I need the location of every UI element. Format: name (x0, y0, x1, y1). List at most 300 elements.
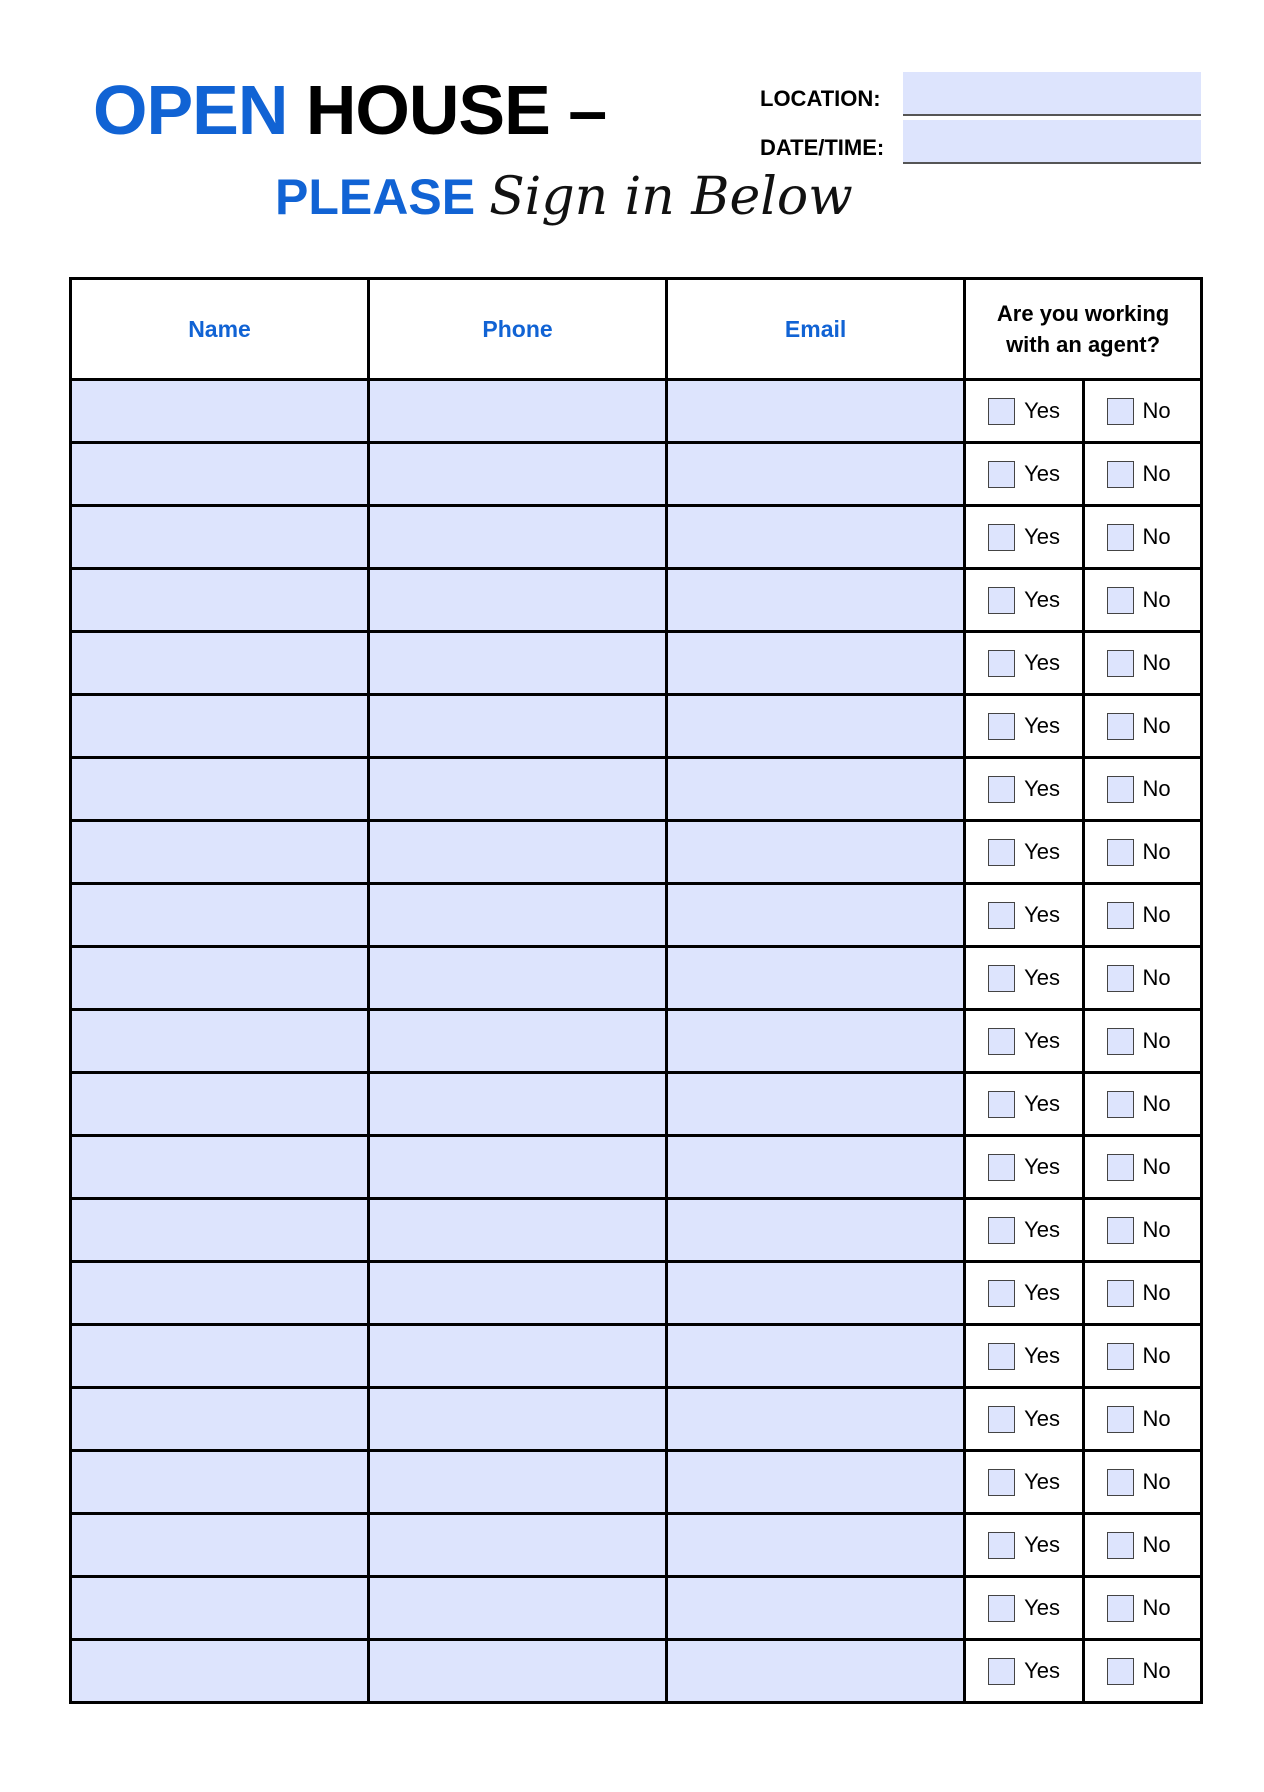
no-option-cell (1083, 695, 1201, 758)
name-input[interactable] (72, 571, 367, 629)
phone-input[interactable] (370, 886, 665, 944)
no-label: No (1142, 587, 1171, 612)
email-cell (667, 1262, 965, 1325)
yes-checkbox[interactable] (988, 587, 1015, 614)
page-title (93, 66, 606, 154)
email-cell (667, 506, 965, 569)
yes-option[interactable] (966, 461, 1081, 488)
no-label: No (1142, 965, 1171, 990)
no-checkbox[interactable] (1107, 713, 1134, 740)
email-input[interactable] (668, 1201, 963, 1259)
phone-cell (369, 821, 667, 884)
phone-cell (369, 380, 667, 443)
no-option[interactable] (1085, 965, 1200, 992)
name-input[interactable] (72, 382, 367, 440)
email-input[interactable] (668, 1138, 963, 1196)
phone-input[interactable] (370, 1453, 665, 1511)
no-option-cell (1083, 758, 1201, 821)
phone-cell (369, 1640, 667, 1703)
email-input[interactable] (668, 760, 963, 818)
phone-cell (369, 947, 667, 1010)
no-option-cell (1083, 1640, 1201, 1703)
yes-checkbox[interactable] (988, 1280, 1015, 1307)
phone-input[interactable] (370, 1138, 665, 1196)
yes-option[interactable] (966, 1028, 1081, 1055)
phone-cell (369, 695, 667, 758)
email-input[interactable] (668, 949, 963, 1007)
no-label: No (1142, 902, 1171, 927)
location-field[interactable] (903, 72, 1201, 116)
no-option[interactable] (1085, 1532, 1200, 1559)
name-cell (71, 695, 369, 758)
name-input[interactable] (72, 634, 367, 692)
yes-option-cell (965, 569, 1083, 632)
no-checkbox[interactable] (1107, 1595, 1134, 1622)
yes-label: Yes (1024, 713, 1061, 738)
name-cell (71, 1577, 369, 1640)
name-cell (71, 1136, 369, 1199)
signin-table (69, 277, 1203, 1704)
yes-option[interactable] (966, 1217, 1081, 1244)
no-option-cell (1083, 380, 1201, 443)
name-input[interactable] (72, 1201, 367, 1259)
name-cell (71, 380, 369, 443)
email-input[interactable] (668, 1390, 963, 1448)
email-input[interactable] (668, 1264, 963, 1322)
no-option-cell (1083, 506, 1201, 569)
no-label: No (1142, 1469, 1171, 1494)
yes-option[interactable] (966, 398, 1081, 425)
header-name-label: Name (188, 315, 251, 342)
yes-option-cell (965, 1199, 1083, 1262)
phone-input[interactable] (370, 382, 665, 440)
header-phone-label: Phone (482, 315, 553, 342)
no-option[interactable] (1085, 839, 1200, 866)
no-checkbox[interactable] (1107, 776, 1134, 803)
yes-option[interactable] (966, 1154, 1081, 1181)
phone-input[interactable] (370, 634, 665, 692)
subtitle-word-please: PLEASE (275, 169, 476, 225)
phone-cell (369, 569, 667, 632)
table-row (71, 1451, 1202, 1514)
no-checkbox[interactable] (1107, 839, 1134, 866)
yes-option-cell (965, 1451, 1083, 1514)
name-cell (71, 1073, 369, 1136)
name-input[interactable] (72, 823, 367, 881)
name-cell (71, 1514, 369, 1577)
yes-option-cell (965, 821, 1083, 884)
phone-cell (369, 1325, 667, 1388)
yes-checkbox[interactable] (988, 1343, 1015, 1370)
table-row (71, 1262, 1202, 1325)
no-checkbox[interactable] (1107, 1280, 1134, 1307)
name-cell (71, 1262, 369, 1325)
yes-option-cell (965, 443, 1083, 506)
no-option-cell (1083, 1388, 1201, 1451)
name-cell (71, 1325, 369, 1388)
yes-label: Yes (1024, 1091, 1061, 1116)
name-cell (71, 443, 369, 506)
yes-option[interactable] (966, 1595, 1081, 1622)
no-checkbox[interactable] (1107, 1217, 1134, 1244)
phone-cell (369, 1451, 667, 1514)
no-option-cell (1083, 1073, 1201, 1136)
email-input[interactable] (668, 886, 963, 944)
email-input[interactable] (668, 1453, 963, 1511)
email-input[interactable] (668, 634, 963, 692)
no-checkbox[interactable] (1107, 587, 1134, 614)
location-label: LOCATION: (760, 86, 881, 111)
yes-option-cell (965, 632, 1083, 695)
name-cell (71, 1199, 369, 1262)
name-input[interactable] (72, 949, 367, 1007)
yes-label: Yes (1024, 461, 1061, 486)
phone-input[interactable] (370, 1327, 665, 1385)
name-cell (71, 1388, 369, 1451)
yes-option[interactable] (966, 839, 1081, 866)
yes-checkbox[interactable] (988, 1595, 1015, 1622)
no-option[interactable] (1085, 1154, 1200, 1181)
no-option-cell (1083, 569, 1201, 632)
yes-label: Yes (1024, 965, 1061, 990)
phone-input[interactable] (370, 760, 665, 818)
yes-label: Yes (1024, 650, 1061, 675)
email-cell (667, 1640, 965, 1703)
phone-input[interactable] (370, 949, 665, 1007)
no-checkbox[interactable] (1107, 1532, 1134, 1559)
name-cell (71, 884, 369, 947)
yes-label: Yes (1024, 1217, 1061, 1242)
header-phone (369, 279, 667, 380)
phone-input[interactable] (370, 1075, 665, 1133)
yes-option-cell (965, 1577, 1083, 1640)
yes-option-cell (965, 1262, 1083, 1325)
phone-input[interactable] (370, 1516, 665, 1574)
name-cell (71, 1640, 369, 1703)
email-input[interactable] (668, 1012, 963, 1070)
yes-checkbox[interactable] (988, 776, 1015, 803)
phone-input[interactable] (370, 508, 665, 566)
phone-cell (369, 1136, 667, 1199)
no-checkbox[interactable] (1107, 1406, 1134, 1433)
no-option-cell (1083, 1262, 1201, 1325)
yes-option[interactable] (966, 524, 1081, 551)
yes-option-cell (965, 947, 1083, 1010)
yes-option-cell (965, 1073, 1083, 1136)
email-cell (667, 443, 965, 506)
yes-option-cell (965, 1640, 1083, 1703)
no-label: No (1142, 1217, 1171, 1242)
yes-checkbox[interactable] (988, 1469, 1015, 1496)
no-option[interactable] (1085, 1469, 1200, 1496)
email-cell (667, 758, 965, 821)
yes-label: Yes (1024, 398, 1061, 423)
name-input[interactable] (72, 697, 367, 755)
no-option[interactable] (1085, 461, 1200, 488)
header-email (667, 279, 965, 380)
email-cell (667, 1199, 965, 1262)
no-option[interactable] (1085, 713, 1200, 740)
yes-label: Yes (1024, 1595, 1061, 1620)
yes-option-cell (965, 1010, 1083, 1073)
no-option[interactable] (1085, 1217, 1200, 1244)
no-option-cell (1083, 443, 1201, 506)
no-label: No (1142, 1532, 1171, 1557)
header-agent-line2: with an agent? (1006, 332, 1161, 357)
phone-input[interactable] (370, 1201, 665, 1259)
yes-label: Yes (1024, 1154, 1061, 1179)
no-checkbox[interactable] (1107, 1343, 1134, 1370)
no-checkbox[interactable] (1107, 965, 1134, 992)
phone-input[interactable] (370, 1390, 665, 1448)
yes-checkbox[interactable] (988, 902, 1015, 929)
table-row (71, 506, 1202, 569)
email-input[interactable] (668, 1642, 963, 1700)
yes-checkbox[interactable] (988, 965, 1015, 992)
yes-label: Yes (1024, 1658, 1061, 1683)
email-cell (667, 569, 965, 632)
phone-cell (369, 1010, 667, 1073)
yes-checkbox[interactable] (988, 1154, 1015, 1181)
no-option[interactable] (1085, 398, 1200, 425)
name-input[interactable] (72, 445, 367, 503)
email-cell (667, 1577, 965, 1640)
name-input[interactable] (72, 1012, 367, 1070)
name-input[interactable] (72, 1264, 367, 1322)
yes-label: Yes (1024, 839, 1061, 864)
no-label: No (1142, 1658, 1171, 1683)
no-option[interactable] (1085, 1028, 1200, 1055)
name-input[interactable] (72, 760, 367, 818)
header-agent-line1: Are you working (996, 301, 1170, 326)
yes-option[interactable] (966, 1091, 1081, 1118)
no-label: No (1142, 776, 1171, 801)
yes-option[interactable] (966, 902, 1081, 929)
table-row (71, 1136, 1202, 1199)
email-input[interactable] (668, 1327, 963, 1385)
no-checkbox[interactable] (1107, 1658, 1134, 1685)
yes-option-cell (965, 1514, 1083, 1577)
yes-option-cell (965, 758, 1083, 821)
email-input[interactable] (668, 571, 963, 629)
no-option[interactable] (1085, 776, 1200, 803)
yes-option[interactable] (966, 713, 1081, 740)
email-cell (667, 947, 965, 1010)
yes-option[interactable] (966, 1406, 1081, 1433)
no-option-cell (1083, 1577, 1201, 1640)
yes-label: Yes (1024, 1028, 1061, 1053)
no-option[interactable] (1085, 1091, 1200, 1118)
table-row (71, 1388, 1202, 1451)
page-subtitle (275, 165, 853, 242)
name-input[interactable] (72, 886, 367, 944)
yes-checkbox[interactable] (988, 1406, 1015, 1433)
name-input[interactable] (72, 1642, 367, 1700)
phone-input[interactable] (370, 697, 665, 755)
name-input[interactable] (72, 508, 367, 566)
no-checkbox[interactable] (1107, 1091, 1134, 1118)
email-cell (667, 1325, 965, 1388)
table-header-row (71, 279, 1202, 380)
email-input[interactable] (668, 1075, 963, 1133)
phone-input[interactable] (370, 571, 665, 629)
yes-option-cell (965, 1325, 1083, 1388)
no-option-cell (1083, 1136, 1201, 1199)
email-cell (667, 1073, 965, 1136)
no-checkbox[interactable] (1107, 650, 1134, 677)
table-row (71, 884, 1202, 947)
no-option-cell (1083, 884, 1201, 947)
email-input[interactable] (668, 445, 963, 503)
yes-option[interactable] (966, 1469, 1081, 1496)
no-label: No (1142, 713, 1171, 738)
email-cell (667, 1451, 965, 1514)
no-option[interactable] (1085, 1595, 1200, 1622)
yes-option[interactable] (966, 1532, 1081, 1559)
no-option[interactable] (1085, 902, 1200, 929)
yes-checkbox[interactable] (988, 1532, 1015, 1559)
yes-option[interactable] (966, 587, 1081, 614)
no-checkbox[interactable] (1107, 461, 1134, 488)
phone-input[interactable] (370, 1642, 665, 1700)
yes-label: Yes (1024, 587, 1061, 612)
no-option[interactable] (1085, 1280, 1200, 1307)
phone-cell (369, 632, 667, 695)
email-input[interactable] (668, 508, 963, 566)
header-email-label: Email (784, 315, 847, 342)
name-input[interactable] (72, 1327, 367, 1385)
no-checkbox[interactable] (1107, 1154, 1134, 1181)
table-row (71, 1577, 1202, 1640)
no-option-cell (1083, 1199, 1201, 1262)
phone-cell (369, 1073, 667, 1136)
yes-label: Yes (1024, 1469, 1061, 1494)
yes-option[interactable] (966, 776, 1081, 803)
table-row (71, 569, 1202, 632)
table-row (71, 380, 1202, 443)
email-cell (667, 1514, 965, 1577)
no-option[interactable] (1085, 1343, 1200, 1370)
header-name (71, 279, 369, 380)
no-label: No (1142, 650, 1171, 675)
yes-option[interactable] (966, 1658, 1081, 1685)
phone-cell (369, 1199, 667, 1262)
yes-checkbox[interactable] (988, 713, 1015, 740)
yes-checkbox[interactable] (988, 1217, 1015, 1244)
email-cell (667, 1136, 965, 1199)
yes-option-cell (965, 380, 1083, 443)
no-option[interactable] (1085, 587, 1200, 614)
title-word-house: HOUSE – (305, 71, 607, 149)
header-agent (965, 279, 1202, 380)
no-label: No (1142, 1406, 1171, 1431)
phone-input[interactable] (370, 823, 665, 881)
yes-checkbox[interactable] (988, 524, 1015, 551)
no-option-cell (1083, 1325, 1201, 1388)
email-cell (667, 1010, 965, 1073)
yes-label: Yes (1024, 776, 1061, 801)
name-input[interactable] (72, 1453, 367, 1511)
table-row (71, 758, 1202, 821)
no-option[interactable] (1085, 650, 1200, 677)
phone-input[interactable] (370, 1012, 665, 1070)
yes-option[interactable] (966, 965, 1081, 992)
no-label: No (1142, 524, 1171, 549)
name-input[interactable] (72, 1516, 367, 1574)
yes-checkbox[interactable] (988, 1658, 1015, 1685)
yes-option[interactable] (966, 650, 1081, 677)
no-option[interactable] (1085, 1658, 1200, 1685)
yes-label: Yes (1024, 1532, 1061, 1557)
table-row (71, 695, 1202, 758)
table-row (71, 443, 1202, 506)
no-option[interactable] (1085, 1406, 1200, 1433)
name-input[interactable] (72, 1579, 367, 1637)
no-checkbox[interactable] (1107, 1028, 1134, 1055)
phone-input[interactable] (370, 445, 665, 503)
email-input[interactable] (668, 382, 963, 440)
name-input[interactable] (72, 1390, 367, 1448)
yes-option[interactable] (966, 1343, 1081, 1370)
no-label: No (1142, 1091, 1171, 1116)
no-label: No (1142, 1595, 1171, 1620)
yes-option-cell (965, 506, 1083, 569)
no-label: No (1142, 1154, 1171, 1179)
name-input[interactable] (72, 1075, 367, 1133)
email-cell (667, 380, 965, 443)
yes-label: Yes (1024, 524, 1061, 549)
email-input[interactable] (668, 1516, 963, 1574)
no-option[interactable] (1085, 524, 1200, 551)
no-checkbox[interactable] (1107, 398, 1134, 425)
no-option-cell (1083, 947, 1201, 1010)
no-checkbox[interactable] (1107, 524, 1134, 551)
yes-checkbox[interactable] (988, 839, 1015, 866)
table-row (71, 1640, 1202, 1703)
yes-option-cell (965, 695, 1083, 758)
phone-cell (369, 443, 667, 506)
no-option-cell (1083, 821, 1201, 884)
no-option-cell (1083, 1514, 1201, 1577)
no-checkbox[interactable] (1107, 902, 1134, 929)
table-row (71, 1010, 1202, 1073)
email-cell (667, 632, 965, 695)
yes-option[interactable] (966, 1280, 1081, 1307)
no-checkbox[interactable] (1107, 1469, 1134, 1496)
name-cell (71, 758, 369, 821)
email-cell (667, 884, 965, 947)
phone-input[interactable] (370, 1264, 665, 1322)
yes-checkbox[interactable] (988, 398, 1015, 425)
yes-checkbox[interactable] (988, 1028, 1015, 1055)
no-option-cell (1083, 1010, 1201, 1073)
phone-cell (369, 758, 667, 821)
email-input[interactable] (668, 697, 963, 755)
yes-label: Yes (1024, 1343, 1061, 1368)
yes-checkbox[interactable] (988, 1091, 1015, 1118)
yes-checkbox[interactable] (988, 650, 1015, 677)
email-input[interactable] (668, 1579, 963, 1637)
phone-input[interactable] (370, 1579, 665, 1637)
name-input[interactable] (72, 1138, 367, 1196)
datetime-field[interactable] (903, 120, 1201, 164)
email-cell (667, 695, 965, 758)
yes-label: Yes (1024, 902, 1061, 927)
yes-label: Yes (1024, 1406, 1061, 1431)
no-option-cell (1083, 632, 1201, 695)
yes-checkbox[interactable] (988, 461, 1015, 488)
email-input[interactable] (668, 823, 963, 881)
